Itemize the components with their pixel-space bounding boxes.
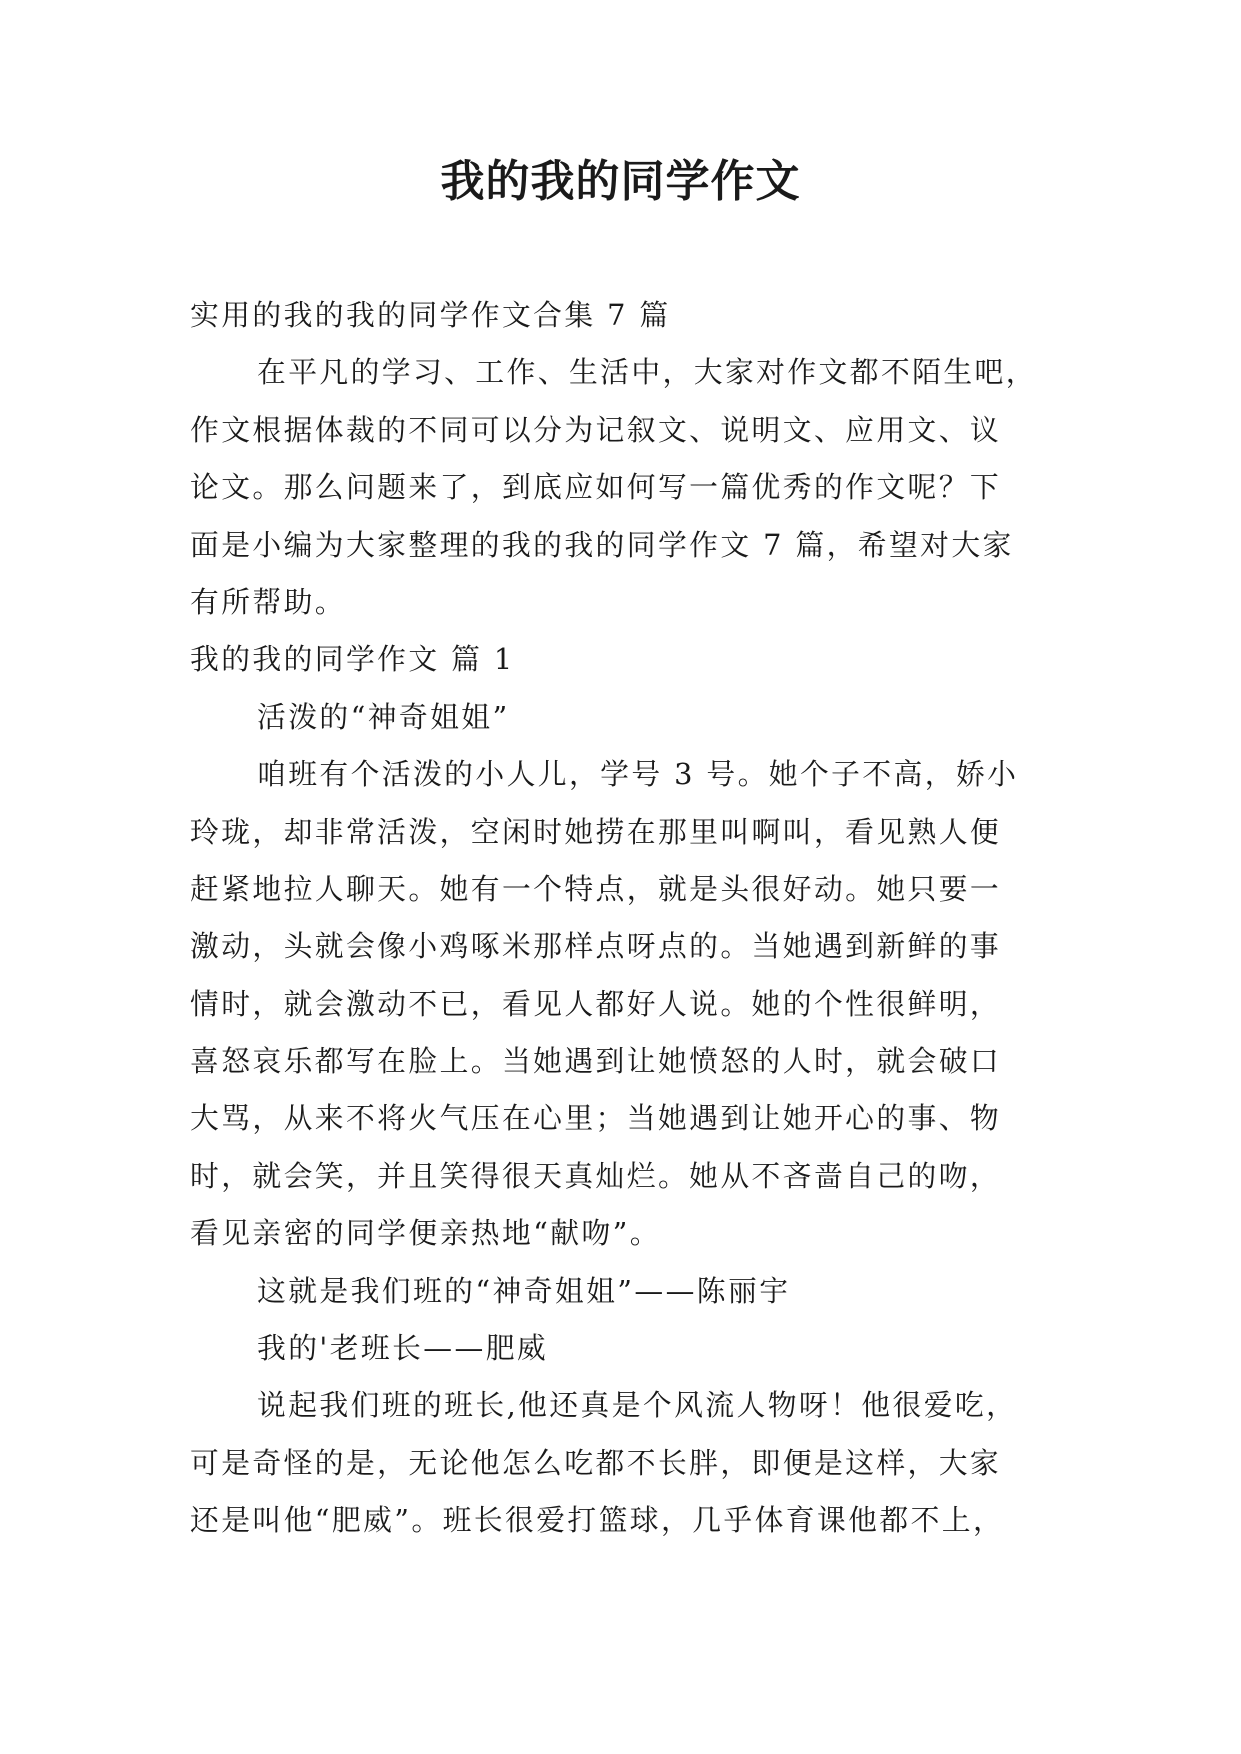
text-line: 情时，就会激动不已，看见人都好人说。她的个性很鲜明， [190, 986, 1002, 1021]
text-line: 可是奇怪的是，无论他怎么吃都不长胖，即便是这样，大家 [190, 1445, 1002, 1480]
document-body [190, 287, 1058, 1550]
text-line: 说起我们班的班长,他还真是个风流人物呀！他很爱吃， [257, 1388, 1018, 1423]
text-line: 赶紧地拉人聊天。她有一个特点，就是头很好动。她只要一 [190, 871, 1002, 906]
text-line: 面是小编为大家整理的我的我的同学作文 7 篇，希望对大家 [190, 527, 1014, 562]
text-line: 咱班有个活泼的小人儿，学号 3 号。她个子不高，娇小 [257, 757, 1019, 792]
text-line: 看见亲密的同学便亲热地“献吻”。 [190, 1216, 662, 1251]
text-line: 玲珑，却非常活泼，空闲时她捞在那里叫啊叫，看见熟人便 [190, 814, 1002, 849]
text-line: 激动，头就会像小鸡啄米那样点呀点的。当她遇到新鲜的事 [190, 929, 1002, 964]
text-line: 大骂，从来不将火气压在心里；当她遇到让她开心的事、物 [190, 1101, 1002, 1136]
text-line: 我的'老班长——肥威 [257, 1331, 549, 1366]
text-line: 还是叫他“肥威”。班长很爱打篮球，几乎体育课他都不上， [190, 1503, 1005, 1538]
text-line: 有所帮助。 [190, 584, 346, 619]
text-line: 我的我的同学作文 篇 1 [190, 642, 515, 677]
text-line: 在平凡的学习、工作、生活中，大家对作文都不陌生吧， [257, 355, 1037, 390]
text-line: 活泼的“神奇姐姐” [257, 699, 510, 734]
text-line: 时，就会笑，并且笑得很天真灿烂。她从不吝啬自己的吻， [190, 1158, 1002, 1193]
text-line: 论文。那么问题来了，到底应如何写一篇优秀的作文呢？下 [190, 470, 1002, 505]
text-line: 喜怒哀乐都写在脸上。当她遇到让她愤怒的人时，就会破口 [190, 1044, 1002, 1079]
text-line: 作文根据体裁的不同可以分为记叙文、说明文、应用文、议 [190, 412, 1002, 447]
document-title: 我的我的同学作文 [440, 156, 801, 207]
text-line: 这就是我们班的“神奇姐姐”——陈丽宇 [257, 1273, 791, 1308]
text-line: 实用的我的我的同学作文合集 7 篇 [190, 298, 671, 332]
